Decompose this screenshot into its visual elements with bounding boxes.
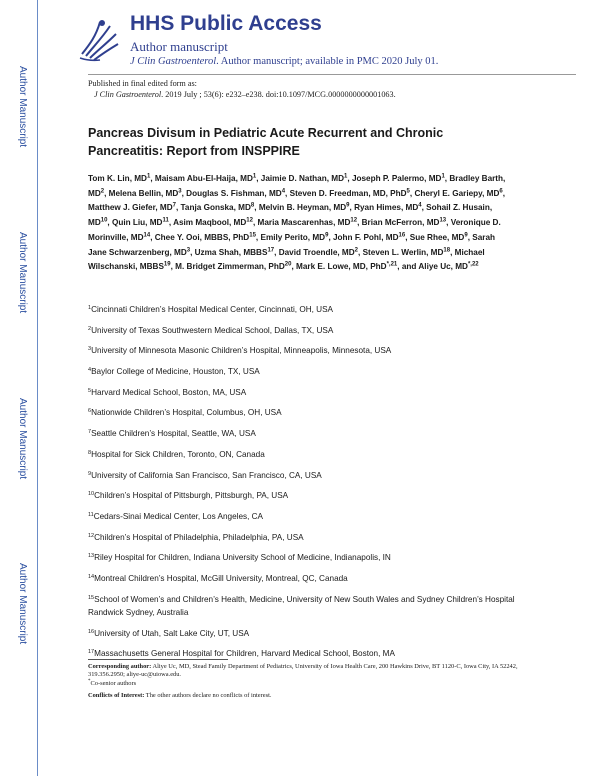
author-name-text: Matthew J. Giefer, MD <box>88 203 173 213</box>
co-senior-text: Co-senior authors <box>90 679 137 687</box>
affiliation-item <box>88 386 528 407</box>
author-name <box>258 218 358 227</box>
affiliation-item <box>88 531 528 552</box>
affiliation-item <box>88 627 528 648</box>
article-title: Pancreas Divisum in Pediatric Acute Recurrent and Chronic Pancreatitis: Report from INSPPIRE <box>88 126 444 158</box>
author-name-text: John F. Pohl, MD <box>333 232 399 242</box>
author-name <box>261 174 348 183</box>
affiliation-item <box>88 303 528 324</box>
author-name-text: Ryan Himes, MD <box>354 203 419 213</box>
author-affiliation-mark: 12 <box>350 217 358 224</box>
affiliation-text: Seattle Children’s Hospital, Seattle, WA, USA <box>91 429 256 439</box>
author-list: Tom K. Lin, $MD^1$, Maisam Abu-El-Haija, $MD^1$, Jaimie D. Nathan, $MD^1$, Joseph P. Palermo, $MD^1$, Bradley Barth, $MD^2$, Melena Bellin, $MD^3$, Douglas S. Fishman, $MD^4$, Steven D. Freedman, MD, PhD$^5$, Cheryl E. Gariepy, $MD^6$, Matthew J. Giefer, $MD^7$, Tanja Gonska, $MD^8$, Melvin B. Heyman, $MD^9$, Ryan Himes, $MD^4$, Sohail Z. Husain, MD$^{10}$, Quin Liu, MD$^{11}$, Asim Maqbool, MD$^{12}$, Maria Mascarenhas, MD$^{12}$, Brian McFerron, MD$^{13}$, Veronique D. Morinville, MD$^{14}$, Chee Y. Ooi, MBBS, PhD$^{15}$, Emily Perito, $MD^9$, John F. Pohl, MD$^{16}$, Sue Rhee, $MD^9$, Sarah Jane Schwarzenberg, $MD^3$, Uzma Shah, MBBS$^{17}$, David Troendle, $MD^2$, Steven L. Werlin, MD$^{18}$, Michael Wilschanski, MBBS$^{19}$, M. Bridget Zimmerman, PhD$^{20}$, Mark E. Lowe, MD, PhD$^{*,21}$, and Aliye Uc, $MD^{*,22}$ <box>88 173 506 272</box>
author-name-text: David Troendle, MD <box>278 247 355 257</box>
author-name-text: Bradley Barth, MD <box>88 174 506 198</box>
corresponding-author-note <box>88 663 528 680</box>
affiliation-item <box>88 344 528 365</box>
affiliation-item <box>88 448 528 469</box>
affiliation-text: University of Utah, Salt Lake City, UT, USA <box>94 628 250 638</box>
author-name <box>296 262 397 271</box>
affiliation-number: 12 <box>88 532 95 539</box>
author-name <box>363 248 451 257</box>
author-name <box>290 189 410 198</box>
author-affiliation-mark: 2 <box>354 246 359 253</box>
journal-abbrev: J Clin Gastroenterol <box>130 56 217 67</box>
author-affiliation-mark: 9 <box>346 202 350 209</box>
affiliation-text: Nationwide Children’s Hospital, Columbus, OH, USA <box>91 408 282 418</box>
affiliation-number: 17 <box>88 649 95 656</box>
author-name <box>362 218 446 227</box>
citation-line <box>88 89 588 100</box>
author-name <box>109 189 182 198</box>
hhs-public-access-title: HHS Public Access <box>130 12 322 35</box>
author-affiliation-mark: 17 <box>267 246 275 253</box>
affiliation-item <box>88 365 528 386</box>
author-name <box>352 174 445 183</box>
affiliation-text: Children’s Hospital of Philadelphia, Philadelphia, PA, USA <box>94 532 304 542</box>
author-name-text: Melvin B. Heyman, MD <box>258 203 347 213</box>
author-name-text: Sue Rhee, MD <box>409 232 465 242</box>
author-name <box>155 233 256 242</box>
affiliation-number: 16 <box>88 628 95 635</box>
corresponding-text: Aliye Uc, MD, Stead Family Department of Pediatrics, University of Iowa Health Care, 200 Hawkins Drive, BT 1120-C, Iowa City, IA 52242, 319.356.2950; aliye-uc@uiowa.edu. <box>88 663 518 679</box>
author-name <box>260 233 328 242</box>
author-affiliation-mark: 18 <box>443 246 451 253</box>
affiliation-text: Cedars-Sinai Medical Center, Los Angeles, CA <box>93 511 264 521</box>
author-affiliation-mark: 10 <box>100 217 108 224</box>
author-name-text: Aliye Uc, MD <box>418 262 468 272</box>
author-affiliation-mark: 4 <box>418 202 422 209</box>
author-affiliation-mark: 6 <box>499 187 503 194</box>
published-label: Published in final edited form as: <box>88 79 197 88</box>
author-affiliation-mark: 20 <box>284 261 292 268</box>
author-name <box>259 203 350 212</box>
sidebar-label: Author Manuscript <box>17 563 28 645</box>
affiliation-number: 14 <box>88 573 95 580</box>
author-affiliation-mark: 16 <box>398 232 406 239</box>
affiliation-item <box>88 469 528 490</box>
author-name <box>195 248 274 257</box>
footnote-divider <box>88 659 228 660</box>
author-name-text: Asim Maqbool, MD <box>173 218 247 228</box>
author-name-text: Maisam Abu-El-Haija, MD <box>154 174 253 183</box>
author-affiliation-mark: 1 <box>252 173 257 180</box>
author-name <box>279 248 358 257</box>
author-name-text: Joseph P. Palermo, MD <box>351 174 442 183</box>
author-name-text: Mark E. Lowe, MD, PhD <box>296 262 387 272</box>
author-name <box>175 262 291 271</box>
author-name-text: Steven D. Freedman, MD, PhD <box>289 188 407 198</box>
affiliation-item <box>88 406 528 427</box>
affiliation-text: School of Women’s and Children’s Health, Medicine, University of New South Wales and Sydney Children’s Hospital Randwick Sydney, Australia <box>88 594 515 617</box>
author-name-text: Emily Perito, MD <box>260 232 326 242</box>
affiliation-item <box>88 427 528 448</box>
affiliation-text: Massachusetts General Hospital for Children, Harvard Medical School, Boston, MA <box>94 649 395 659</box>
author-affiliation-mark: 1 <box>441 173 445 180</box>
citation-details: . 2019 July ; 53(6): e232–e238. doi:10.1097/MCG.0000000000001063. <box>161 90 396 99</box>
sidebar-label: Author Manuscript <box>17 232 28 314</box>
author-affiliation-mark: 3 <box>186 246 191 253</box>
conflicts-note <box>88 692 528 700</box>
affiliation-item <box>88 324 528 345</box>
affiliation-text: Baylor College of Medicine, Houston, TX, USA <box>91 367 260 377</box>
affiliation-text: Montreal Children’s Hospital, McGill University, Montreal, QC, Canada <box>94 573 348 583</box>
author-affiliation-mark: 15 <box>249 232 256 239</box>
author-name-text: Maria Mascarenhas, MD <box>257 218 351 228</box>
affiliation-list <box>88 303 528 668</box>
author-name-text: Cheryl E. Gariepy, MD <box>414 188 500 198</box>
affiliation-text: University of California San Francisco, San Francisco, CA, USA <box>91 470 322 480</box>
author-affiliation-mark: 11 <box>162 217 169 224</box>
citation-journal: J Clin Gastroenterol <box>94 90 162 99</box>
author-affiliation-mark: 3 <box>178 187 182 194</box>
author-name <box>173 218 253 227</box>
corresponding-label: Corresponding author: <box>88 663 152 670</box>
hhs-eagle-logo-icon <box>76 14 120 64</box>
affiliation-number: 4 <box>88 367 92 374</box>
author-name-text: Sohail Z. Husain, MD <box>88 203 493 228</box>
author-name <box>155 174 256 183</box>
co-senior-note <box>88 680 528 688</box>
author-affiliation-mark: 12 <box>246 217 253 224</box>
author-conjunction: and <box>401 262 417 272</box>
conflicts-text: The other authors declare no conflicts of interest. <box>144 691 272 699</box>
affiliation-text: Cincinnati Children’s Hospital Medical Center, Cincinnati, OH, USA <box>91 305 334 314</box>
author-manuscript-label: Author manuscript <box>130 39 228 54</box>
author-name-text: Michael Wilschanski, MBBS <box>88 247 485 272</box>
availability-line <box>130 56 438 67</box>
affiliation-number: 8 <box>88 449 92 456</box>
affiliation-number: 10 <box>88 491 95 498</box>
affiliation-text: Hospital for Sick Children, Toronto, ON, Canada <box>91 449 265 459</box>
affiliation-number: 2 <box>88 325 92 332</box>
author-affiliation-mark: 9 <box>464 232 468 239</box>
author-name-text: Tom K. Lin, MD <box>88 174 147 183</box>
affiliation-text: University of Minnesota Masonic Children’s Hospital, Minneapolis, Minnesota, USA <box>91 346 392 356</box>
author-name-text: M. Bridget Zimmerman, PhD <box>175 262 285 272</box>
affiliation-item <box>88 510 528 531</box>
author-name <box>186 189 285 198</box>
sidebar-label: Author Manuscript <box>17 66 28 148</box>
author-name <box>410 233 468 242</box>
availability-text: . Author manuscript; available in PMC 2020 July 01. <box>216 56 439 67</box>
author-name-text: Sarah Jane Schwarzenberg, MD <box>88 232 496 257</box>
author-affiliation-mark: 4 <box>281 187 286 194</box>
affiliation-number: 7 <box>88 429 92 436</box>
author-affiliation-mark: *,22 <box>467 261 479 268</box>
publication-info <box>88 78 588 100</box>
co-senior-mark: * <box>88 678 91 684</box>
affiliation-number: 11 <box>88 511 94 518</box>
affiliation-item <box>88 572 528 593</box>
author-name <box>181 203 255 212</box>
affiliation-item <box>88 593 528 627</box>
author-name <box>88 174 150 183</box>
author-name-text: Quin Liu, MD <box>111 218 163 228</box>
author-affiliation-mark: 8 <box>250 202 255 209</box>
author-name <box>354 203 422 212</box>
author-affiliation-mark: 7 <box>172 202 176 209</box>
sidebar-label: Author Manuscript <box>17 398 28 480</box>
author-affiliation-mark: 1 <box>146 173 151 180</box>
author-name <box>112 218 169 227</box>
author-manuscript-sidebar <box>0 0 40 776</box>
affiliation-text: Harvard Medical School, Boston, MA, USA <box>91 387 247 397</box>
author-affiliation-mark: 9 <box>325 232 329 239</box>
conflicts-label: Conflicts of Interest: <box>88 691 145 699</box>
affiliation-number: 1 <box>88 305 92 311</box>
sidebar-rule <box>37 0 38 776</box>
affiliation-number: 6 <box>88 408 92 415</box>
affiliation-number: 15 <box>88 594 95 601</box>
author-affiliation-mark: 1 <box>344 173 348 180</box>
affiliation-text: Children’s Hospital of Pittsburgh, Pittsburgh, PA, USA <box>94 491 289 501</box>
affiliation-text: Riley Hospital for Children, Indiana University School of Medicine, Indianapolis, IN <box>94 553 391 563</box>
author-name-text: Veronique D. Morinville, MD <box>88 218 501 242</box>
author-name-text: Chee Y. Ooi, MBBS, PhD <box>154 232 250 242</box>
header-divider <box>88 74 576 75</box>
author-name <box>333 233 405 242</box>
affiliation-number: 9 <box>88 470 92 477</box>
author-name-text: Brian McFerron, MD <box>361 218 440 228</box>
author-name <box>88 203 176 212</box>
author-affiliation-mark: 5 <box>406 187 410 194</box>
author-name <box>418 262 478 271</box>
affiliation-number: 3 <box>88 346 92 353</box>
author-affiliation-mark: *,21 <box>386 261 398 268</box>
author-affiliation-mark: 13 <box>439 217 447 224</box>
affiliation-text: University of Texas Southwestern Medical School, Dallas, TX, USA <box>91 325 334 335</box>
author-name-text: Uzma Shah, MBBS <box>194 247 268 257</box>
author-name-text: Jaimie D. Nathan, MD <box>260 174 345 183</box>
hhs-header <box>76 12 576 72</box>
affiliation-number: 13 <box>88 553 95 560</box>
author-name-text: Tanja Gonska, MD <box>180 203 251 213</box>
author-name-text: Douglas S. Fishman, MD <box>186 188 282 198</box>
author-name-text: Melena Bellin, MD <box>108 188 179 198</box>
affiliation-item <box>88 489 528 510</box>
affiliation-number: 5 <box>88 387 92 394</box>
affiliation-item <box>88 551 528 572</box>
footnotes <box>88 663 528 700</box>
author-affiliation-mark: 14 <box>143 232 151 239</box>
author-name <box>414 189 502 198</box>
author-affiliation-mark: 19 <box>163 261 171 268</box>
author-affiliation-mark: 2 <box>100 187 105 194</box>
author-name-text: Steven L. Werlin, MD <box>362 247 444 257</box>
